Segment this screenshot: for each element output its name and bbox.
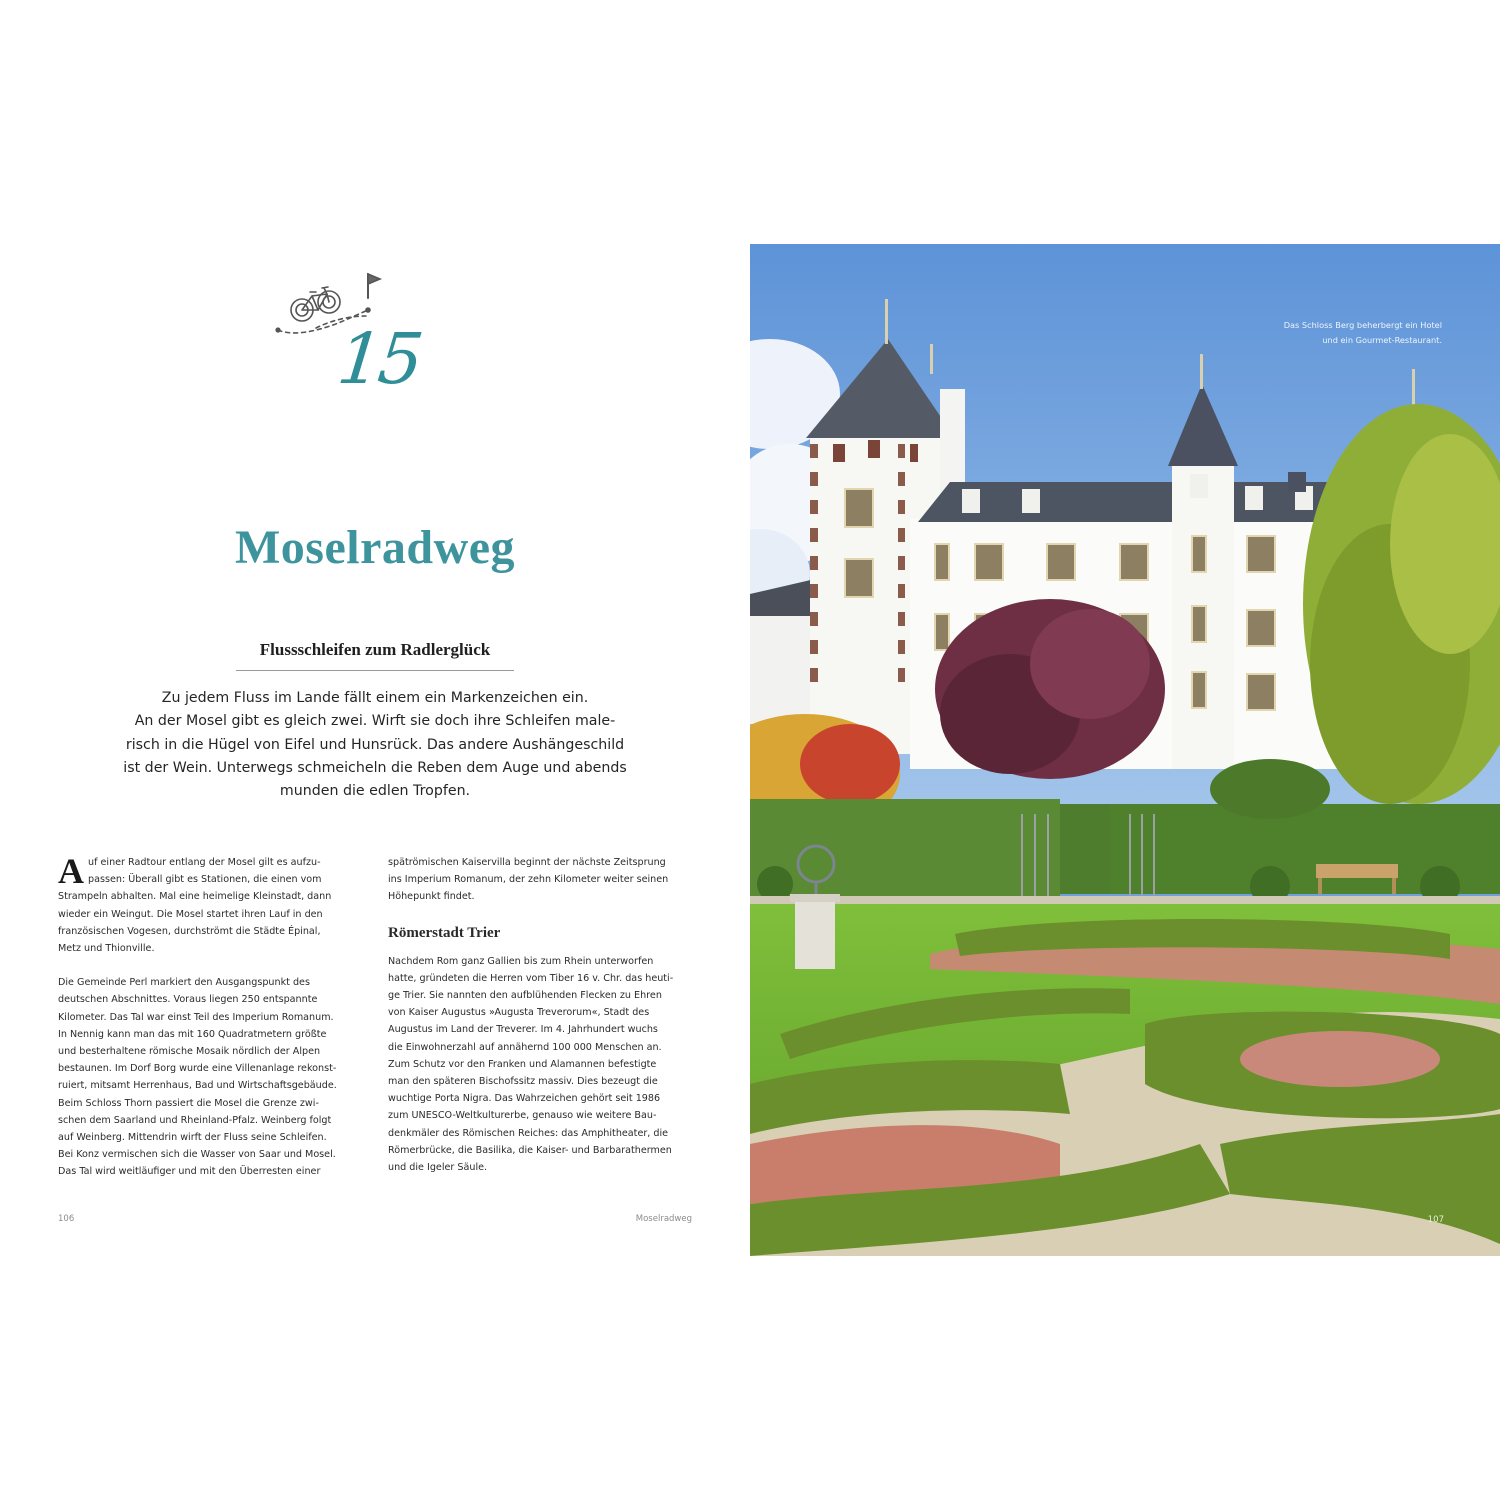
text-line: Die Gemeinde Perl markiert den Ausgangspunkt des — [58, 977, 310, 989]
text-line: zum UNESCO-Weltkulturerbe, genauso wie weitere Bau- — [388, 1110, 657, 1122]
body-paragraph — [388, 854, 688, 906]
text-line: Römerbrücke, die Basilika, die Kaiser- und Barbarathermen — [388, 1144, 672, 1156]
castle-garden-photo — [750, 244, 1500, 1256]
left-page — [0, 244, 750, 1256]
text-line: In Nennig kann man das mit 160 Quadratmetern größte — [58, 1028, 327, 1040]
body-paragraph — [58, 851, 358, 957]
text-line: französischen Vogesen, durchströmt die Städte Épinal, — [58, 925, 321, 937]
text-line: denkmäler des Römischen Reiches: das Amphitheater, die — [388, 1127, 669, 1139]
text-line: spätrömischen Kaiservilla beginnt der nächste Zeitsprung — [388, 857, 666, 868]
subtitle-divider — [236, 670, 514, 671]
text-line: ruiert, mitsamt Herrenhaus, Bad und Wirtschaftsgebäude. — [58, 1080, 337, 1092]
subtitle: Flussschleifen zum Radlerglück — [259, 640, 491, 659]
section-heading: Römerstadt Trier — [388, 924, 501, 941]
text-line: von Kaiser Augustus »Augusta Treverorum«, Stadt des — [388, 1007, 650, 1019]
text-line: Beim Schloss Thorn passiert die Mosel die Grenze zwi- — [58, 1097, 319, 1109]
text-line: Strampeln abhalten. Mal eine heimelige Kleinstadt, dann — [58, 891, 332, 903]
text-line: schen dem Saarland und Rheinland-Pfalz. Weinberg folgt — [58, 1114, 332, 1126]
chapter-number: 15 — [333, 318, 424, 400]
text-line: auf Weinberg. Mittendrin wirft der Fluss seine Schleifen. — [58, 1132, 327, 1144]
text-line: deutschen Abschnittes. Voraus liegen 250 entspannte — [58, 994, 318, 1006]
intro-paragraph — [110, 687, 640, 803]
castle-garden-illustration — [750, 244, 1500, 1256]
text-line: und die Igeler Säule. — [388, 1162, 488, 1174]
photo-caption — [1284, 318, 1442, 348]
text-line: Zum Schutz vor den Franken und Alamannen befestigte — [388, 1058, 657, 1070]
body-column-right — [388, 854, 688, 1193]
text-line: man den späteren Bischofssitz massiv. Dies bezeugt die — [388, 1076, 658, 1088]
drop-cap: A — [58, 851, 84, 891]
text-line: Höhepunkt findet. — [388, 891, 475, 903]
text-line: Augustus im Land der Treverer. Im 4. Jahrhundert wuchs — [388, 1024, 658, 1036]
text-line: passen: Überall gibt es Stationen, die einen vom — [88, 874, 322, 886]
intro-line: ist der Wein. Unterwegs schmeicheln die Reben dem Auge und abends — [123, 759, 627, 776]
text-line: bestaunen. Im Dorf Borg wurde eine Villenanlage rekonst- — [58, 1063, 337, 1075]
text-line: ins Imperium Romanum, der zehn Kilometer weiter seinen — [388, 874, 669, 886]
caption-line: und ein Gourmet-Restaurant. — [1322, 335, 1442, 345]
text-line: wieder ein Weingut. Die Mosel startet ihren Lauf in den — [58, 908, 323, 920]
text-line: wuchtige Porta Nigra. Das Wahrzeichen gehört seit 1986 — [388, 1093, 661, 1105]
body-paragraph — [388, 953, 688, 1177]
page-number-right: 107 — [1427, 1215, 1444, 1225]
intro-line: risch in die Hügel von Eifel und Hunsrück. Das andere Aushängeschild — [125, 736, 625, 753]
text-line: Bei Konz vermischen sich die Wasser von Saar und Mosel. — [58, 1149, 336, 1161]
text-line: Kilometer. Das Tal war einst Teil des Imperium Romanum. — [58, 1011, 334, 1023]
page-title: Moselradweg — [234, 521, 516, 574]
text-line: uf einer Radtour entlang der Mosel gilt es aufzu- — [88, 857, 321, 868]
text-line: die Einwohnerzahl auf annähernd 100 000 Menschen an. — [388, 1041, 662, 1053]
text-line: und besterhaltene römische Mosaik nördlich der Alpen — [58, 1046, 321, 1058]
intro-line: Zu jedem Fluss im Lande fällt einem ein Markenzeichen ein. — [161, 690, 589, 706]
running-head: Moselradweg — [635, 1214, 692, 1224]
text-line: hatte, gründeten die Herren vom Tiber 16 v. Chr. das heuti- — [388, 972, 674, 984]
intro-line: munden die edlen Tropfen. — [279, 783, 471, 800]
text-line: Das Tal wird weitläufiger und mit den Überresten einer — [58, 1166, 321, 1178]
body-column-left — [58, 851, 358, 1198]
text-line: Nachdem Rom ganz Gallien bis zum Rhein unterworfen — [388, 955, 654, 967]
caption-line: Das Schloss Berg beherbergt ein Hotel — [1283, 320, 1442, 330]
text-line: Metz und Thionville. — [58, 943, 155, 955]
page-number-left: 106 — [58, 1214, 75, 1224]
text-line: ge Trier. Sie nannten den aufblühenden Flecken zu Ehren — [388, 990, 662, 1002]
body-paragraph — [58, 974, 358, 1180]
intro-line: An der Mosel gibt es gleich zwei. Wirft sie doch ihre Schleifen male- — [134, 713, 616, 730]
